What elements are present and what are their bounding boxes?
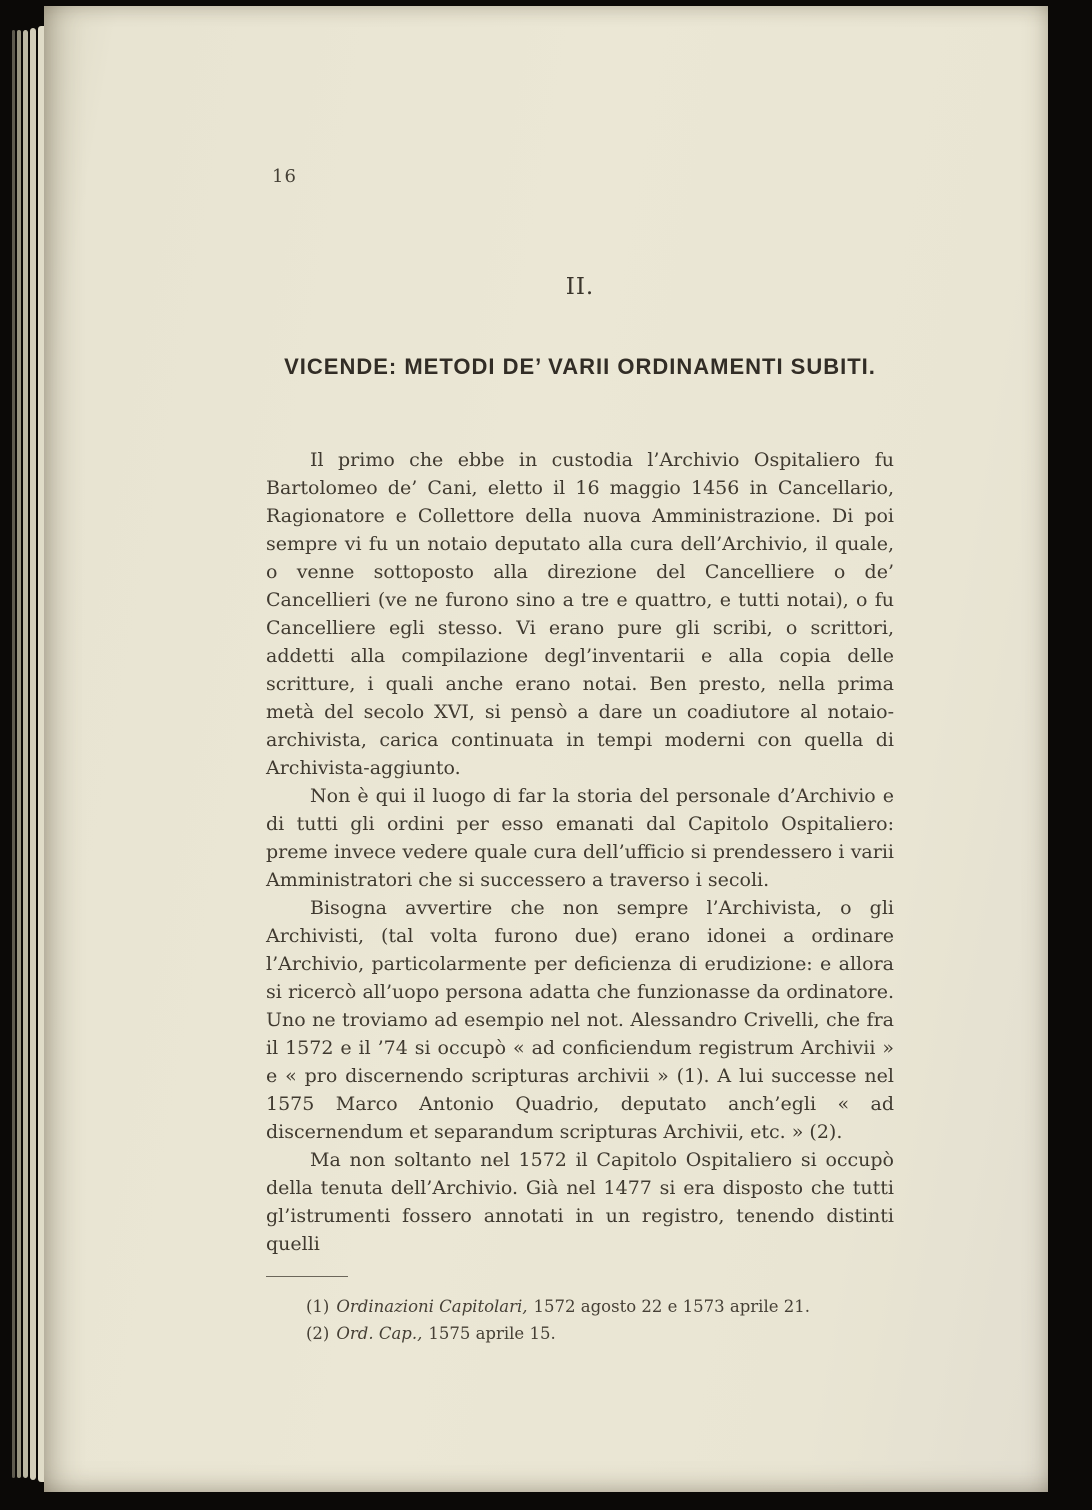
- page-edge-strip: [30, 28, 36, 1480]
- body-paragraph-4: Ma non soltanto nel 1572 il Capitolo Ospitaliero si occupò della tenuta dell’Archivio. Già nel 1477 si era disposto che tutti gl’istrumenti fossero annotati in un registro, tenendo distinti quelli: [266, 1149, 894, 1255]
- chapter-numeral: II.: [565, 274, 595, 300]
- page-number: 16: [272, 166, 297, 187]
- book-page: [44, 6, 1048, 1492]
- page-content: [266, 6, 894, 1347]
- footnote-1: [266, 1293, 894, 1320]
- footnote-1-marker: (1): [306, 1297, 330, 1316]
- footnotes: [266, 1293, 894, 1347]
- footnote-1-detail: 1572 agosto 22 e 1573 aprile 21.: [533, 1297, 810, 1316]
- footnote-2-source: Ord. Cap.,: [336, 1324, 423, 1343]
- page-edge-strip: [23, 30, 28, 1478]
- section-title: VICENDE: METODI DE’ VARII ORDINAMENTI SUBITI.: [284, 354, 876, 379]
- body-paragraph-3: Bisogna avvertire che non sempre l’Archivista, o gli Archivisti, (tal volta furono due) erano idonei a ordinare l’Archivio, particolarmente per deficienza di erudizione: e allora si ricercò all’uopo persona adatta che funzionasse da ordinatore. Uno ne troviamo ad esempio nel not. Alessandro Crivelli, che fra il 1572 e il ’74 si occupò « ad conficiendum registrum Archivii » e « pro discernendo scripturas archivii » (1). A lui successe nel 1575 Marco Antonio Quadrio, deputato anch’egli « ad discernendum et separandum scripturas Archivii, etc. » (2).: [266, 897, 894, 1143]
- body-paragraph-2: Non è qui il luogo di far la storia del personale d’Archivio e di tutti gli ordini per esso emanati dal Capitolo Ospitaliero: preme invece vedere quale cura dell’ufficio si prendessero i varii Amministratori che si successero a traverso i secoli.: [266, 785, 894, 891]
- body-text: [266, 446, 894, 1258]
- footnote-divider: [266, 1276, 348, 1277]
- page-edge-strip: [12, 30, 15, 1478]
- page-edge-strip: [17, 30, 21, 1478]
- footnote-2-detail: 1575 aprile 15.: [428, 1324, 556, 1343]
- book-page-edges: [12, 26, 48, 1482]
- footnote-2-marker: (2): [306, 1324, 330, 1343]
- footnote-1-source: Ordinazioni Capitolari,: [336, 1297, 528, 1316]
- footnote-2: [266, 1320, 894, 1347]
- body-paragraph-1: Il primo che ebbe in custodia l’Archivio Ospitaliero fu Bartolomeo de’ Cani, eletto il 16 maggio 1456 in Cancellario, Ragionatore e Collettore della nuova Amministrazione. Di poi sempre vi fu un notaio deputato alla cura dell’Archivio, il quale, o venne sottoposto alla direzione del Cancelliere o de’ Cancellieri (ve ne furono sino a tre e quattro, e tutti notai), o fu Cancelliere egli stesso. Vi erano pure gli scribi, o scrittori, addetti alla compilazione degl’inventarii e alla copia delle scritture, i quali anche erano notai. Ben presto, nella prima metà del secolo XVI, si pensò a dare un coadiutore al notaio-archivista, carica continuata in tempi moderni con quella di Archivista-aggiunto.: [266, 449, 894, 779]
